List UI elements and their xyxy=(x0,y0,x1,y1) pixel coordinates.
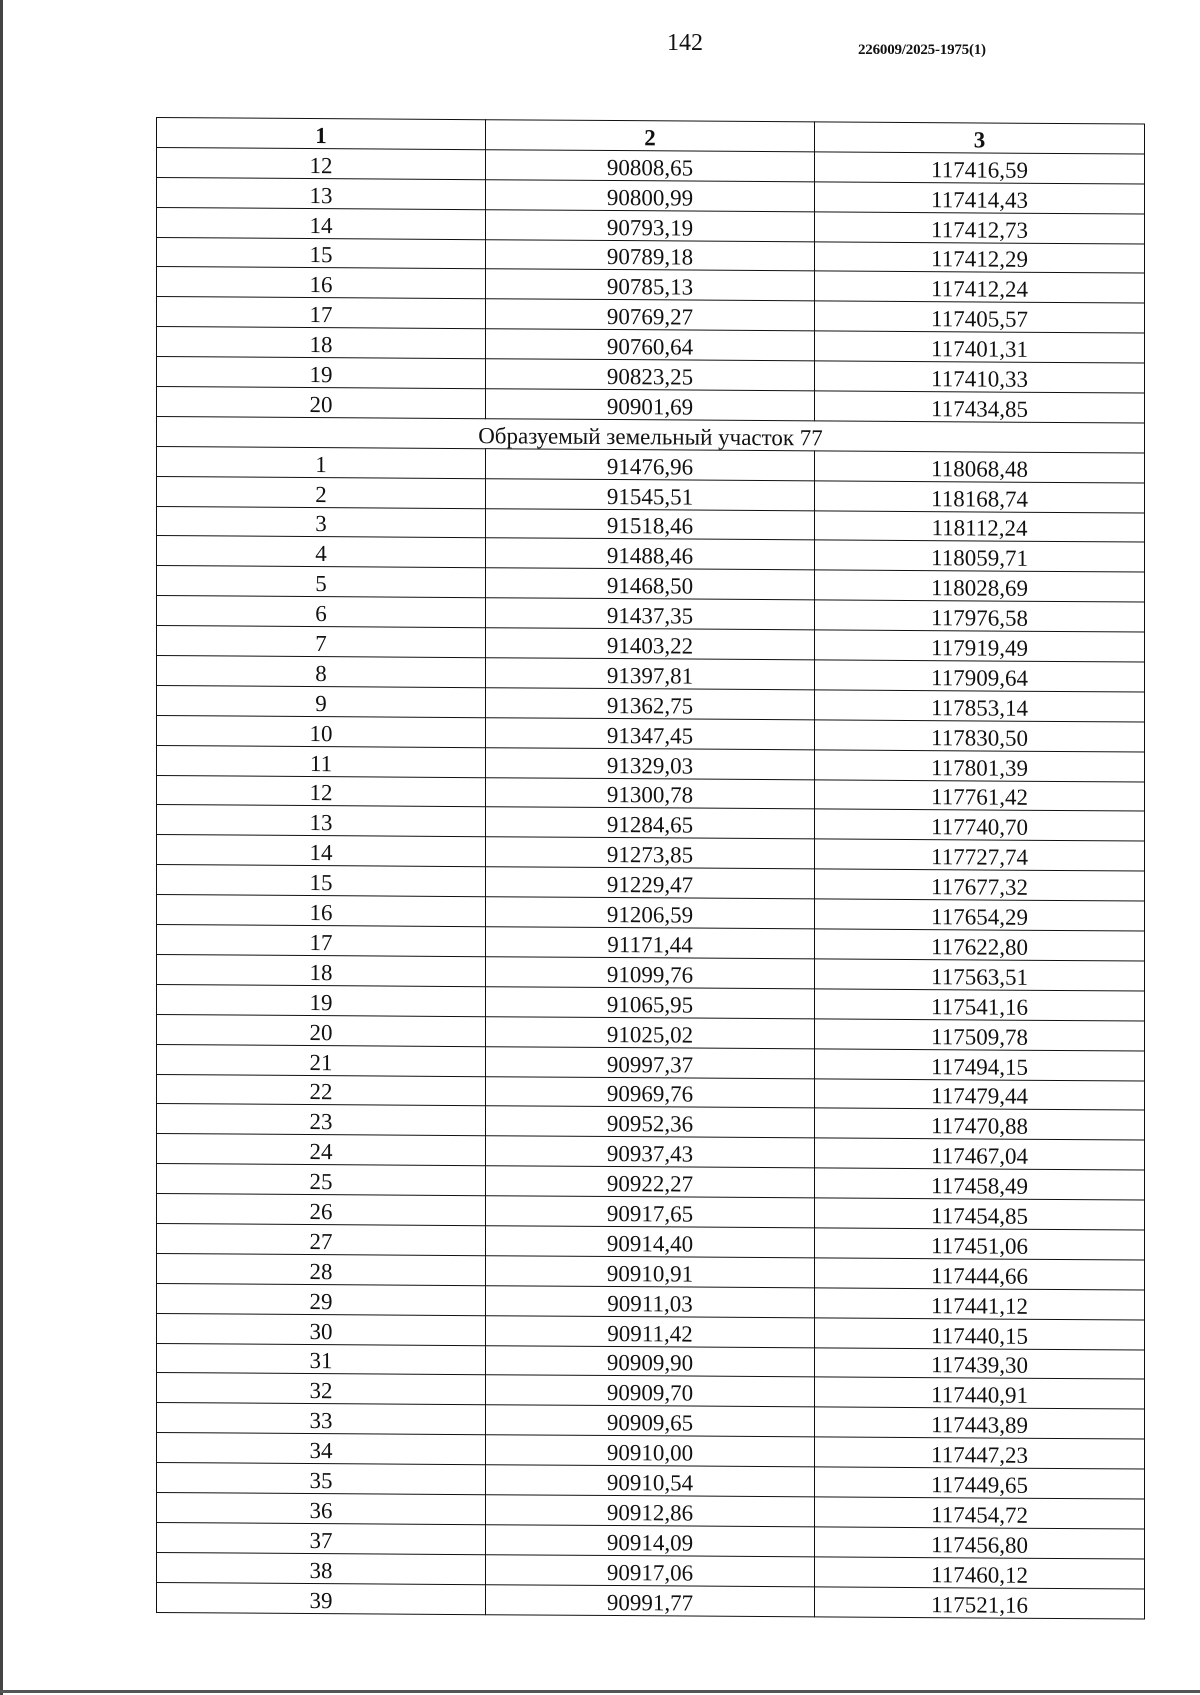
x-coordinate-cell: 91347,45 xyxy=(486,717,815,749)
x-coordinate-cell: 91468,50 xyxy=(486,568,815,600)
y-coordinate-cell: 117412,24 xyxy=(815,271,1145,303)
x-coordinate-cell: 91206,59 xyxy=(486,897,815,929)
y-coordinate-cell: 117470,88 xyxy=(815,1108,1145,1140)
point-number-cell: 1 xyxy=(157,446,486,478)
y-coordinate-cell: 117443,89 xyxy=(815,1407,1145,1439)
point-number-cell: 35 xyxy=(157,1463,486,1495)
point-number-cell: 39 xyxy=(157,1582,486,1614)
x-coordinate-cell: 91397,81 xyxy=(486,658,815,690)
point-number-cell: 17 xyxy=(157,925,486,957)
point-number-cell: 22 xyxy=(157,1074,486,1106)
point-number-cell: 33 xyxy=(157,1403,486,1435)
y-coordinate-cell: 117441,12 xyxy=(815,1288,1145,1320)
x-coordinate-cell: 91171,44 xyxy=(486,927,815,959)
point-number-cell: 32 xyxy=(157,1373,486,1405)
y-coordinate-cell: 117467,04 xyxy=(815,1138,1145,1170)
x-coordinate-cell: 90912,86 xyxy=(486,1495,815,1527)
y-coordinate-cell: 117622,80 xyxy=(815,929,1145,961)
point-number-cell: 7 xyxy=(157,626,486,658)
y-coordinate-cell: 117654,29 xyxy=(815,899,1145,931)
point-number-cell: 20 xyxy=(157,1014,486,1046)
point-number-cell: 20 xyxy=(157,387,486,419)
point-number-cell: 11 xyxy=(157,745,486,777)
y-coordinate-cell: 117449,65 xyxy=(815,1467,1145,1499)
x-coordinate-cell: 90911,42 xyxy=(486,1315,815,1347)
y-coordinate-cell: 117909,64 xyxy=(815,660,1145,692)
table-body xyxy=(157,147,1145,1618)
x-coordinate-cell: 90937,43 xyxy=(486,1136,815,1168)
x-coordinate-cell: 90910,54 xyxy=(486,1465,815,1497)
x-coordinate-cell: 90952,36 xyxy=(486,1106,815,1138)
point-number-cell: 5 xyxy=(157,566,486,598)
y-coordinate-cell: 117412,29 xyxy=(815,241,1145,273)
x-coordinate-cell: 90909,70 xyxy=(486,1375,815,1407)
point-number-cell: 18 xyxy=(157,954,486,986)
x-coordinate-cell: 90760,64 xyxy=(486,329,815,361)
point-number-cell: 17 xyxy=(157,297,486,329)
y-coordinate-cell: 117451,06 xyxy=(815,1228,1145,1260)
point-number-cell: 14 xyxy=(157,835,486,867)
x-coordinate-cell: 90789,18 xyxy=(486,239,815,271)
scan-edge xyxy=(0,1690,1200,1693)
point-number-cell: 15 xyxy=(157,237,486,269)
y-coordinate-cell: 117830,50 xyxy=(815,720,1145,752)
coordinates-table-wrapper xyxy=(156,117,1144,1619)
point-number-cell: 24 xyxy=(157,1134,486,1166)
y-coordinate-cell: 117401,31 xyxy=(815,331,1145,363)
point-number-cell: 23 xyxy=(157,1104,486,1136)
section-title: Образуемый земельный участок 77 xyxy=(157,416,1145,452)
x-coordinate-cell: 90914,09 xyxy=(486,1525,815,1557)
y-coordinate-cell: 117447,23 xyxy=(815,1437,1145,1469)
y-coordinate-cell: 117444,66 xyxy=(815,1258,1145,1290)
y-coordinate-cell: 117521,16 xyxy=(815,1587,1145,1619)
x-coordinate-cell: 90793,19 xyxy=(486,209,815,241)
point-number-cell: 19 xyxy=(157,357,486,389)
y-coordinate-cell: 117727,74 xyxy=(815,839,1145,871)
column-header: 3 xyxy=(815,122,1145,154)
x-coordinate-cell: 90922,27 xyxy=(486,1166,815,1198)
point-number-cell: 29 xyxy=(157,1283,486,1315)
x-coordinate-cell: 90910,00 xyxy=(486,1435,815,1467)
x-coordinate-cell: 90910,91 xyxy=(486,1256,815,1288)
x-coordinate-cell: 90911,03 xyxy=(486,1285,815,1317)
x-coordinate-cell: 91273,85 xyxy=(486,837,815,869)
point-number-cell: 3 xyxy=(157,506,486,538)
y-coordinate-cell: 117416,59 xyxy=(815,152,1145,184)
x-coordinate-cell: 90969,76 xyxy=(486,1076,815,1108)
point-number-cell: 27 xyxy=(157,1223,486,1255)
point-number-cell: 13 xyxy=(157,805,486,837)
x-coordinate-cell: 90808,65 xyxy=(486,150,815,182)
y-coordinate-cell: 117412,73 xyxy=(815,212,1145,244)
point-number-cell: 12 xyxy=(157,775,486,807)
point-number-cell: 10 xyxy=(157,715,486,747)
point-number-cell: 12 xyxy=(157,147,486,179)
x-coordinate-cell: 91300,78 xyxy=(486,777,815,809)
point-number-cell: 38 xyxy=(157,1552,486,1584)
x-coordinate-cell: 90901,69 xyxy=(486,389,815,421)
x-coordinate-cell: 91025,02 xyxy=(486,1016,815,1048)
y-coordinate-cell: 117919,49 xyxy=(815,630,1145,662)
x-coordinate-cell: 91229,47 xyxy=(486,867,815,899)
y-coordinate-cell: 117541,16 xyxy=(815,989,1145,1021)
x-coordinate-cell: 91403,22 xyxy=(486,628,815,660)
x-coordinate-cell: 90997,37 xyxy=(486,1046,815,1078)
point-number-cell: 9 xyxy=(157,685,486,717)
y-coordinate-cell: 117853,14 xyxy=(815,690,1145,722)
point-number-cell: 16 xyxy=(157,895,486,927)
point-number-cell: 34 xyxy=(157,1433,486,1465)
column-header: 1 xyxy=(157,118,486,150)
x-coordinate-cell: 91284,65 xyxy=(486,807,815,839)
y-coordinate-cell: 117456,80 xyxy=(815,1527,1145,1559)
y-coordinate-cell: 117439,30 xyxy=(815,1347,1145,1379)
y-coordinate-cell: 118168,74 xyxy=(815,481,1145,513)
y-coordinate-cell: 117410,33 xyxy=(815,361,1145,393)
x-coordinate-cell: 91488,46 xyxy=(486,538,815,570)
x-coordinate-cell: 91329,03 xyxy=(486,747,815,779)
column-header: 2 xyxy=(486,120,815,152)
x-coordinate-cell: 90785,13 xyxy=(486,269,815,301)
x-coordinate-cell: 91437,35 xyxy=(486,598,815,630)
point-number-cell: 19 xyxy=(157,984,486,1016)
point-number-cell: 14 xyxy=(157,207,486,239)
point-number-cell: 18 xyxy=(157,327,486,359)
point-number-cell: 8 xyxy=(157,656,486,688)
point-number-cell: 4 xyxy=(157,536,486,568)
y-coordinate-cell: 118028,69 xyxy=(815,570,1145,602)
y-coordinate-cell: 117454,72 xyxy=(815,1497,1145,1529)
point-number-cell: 31 xyxy=(157,1343,486,1375)
y-coordinate-cell: 117440,15 xyxy=(815,1317,1145,1349)
x-coordinate-cell: 90917,65 xyxy=(486,1196,815,1228)
x-coordinate-cell: 91518,46 xyxy=(486,508,815,540)
x-coordinate-cell: 90917,06 xyxy=(486,1554,815,1586)
coordinates-table xyxy=(156,117,1145,1619)
y-coordinate-cell: 117801,39 xyxy=(815,750,1145,782)
point-number-cell: 16 xyxy=(157,267,486,299)
y-coordinate-cell: 117460,12 xyxy=(815,1557,1145,1589)
x-coordinate-cell: 90769,27 xyxy=(486,299,815,331)
x-coordinate-cell: 91099,76 xyxy=(486,957,815,989)
y-coordinate-cell: 117440,91 xyxy=(815,1377,1145,1409)
x-coordinate-cell: 90914,40 xyxy=(486,1226,815,1258)
page-number: 142 xyxy=(667,30,703,56)
point-number-cell: 13 xyxy=(157,177,486,209)
y-coordinate-cell: 117740,70 xyxy=(815,809,1145,841)
y-coordinate-cell: 117479,44 xyxy=(815,1078,1145,1110)
x-coordinate-cell: 90909,90 xyxy=(486,1345,815,1377)
point-number-cell: 37 xyxy=(157,1522,486,1554)
y-coordinate-cell: 117509,78 xyxy=(815,1019,1145,1051)
point-number-cell: 30 xyxy=(157,1313,486,1345)
y-coordinate-cell: 117405,57 xyxy=(815,301,1145,333)
point-number-cell: 2 xyxy=(157,476,486,508)
point-number-cell: 26 xyxy=(157,1194,486,1226)
y-coordinate-cell: 118112,24 xyxy=(815,510,1145,542)
y-coordinate-cell: 117761,42 xyxy=(815,779,1145,811)
y-coordinate-cell: 117414,43 xyxy=(815,182,1145,214)
x-coordinate-cell: 91362,75 xyxy=(486,688,815,720)
x-coordinate-cell: 90800,99 xyxy=(486,179,815,211)
point-number-cell: 28 xyxy=(157,1253,486,1285)
y-coordinate-cell: 117434,85 xyxy=(815,391,1145,423)
point-number-cell: 25 xyxy=(157,1164,486,1196)
y-coordinate-cell: 117458,49 xyxy=(815,1168,1145,1200)
y-coordinate-cell: 117563,51 xyxy=(815,959,1145,991)
document-number: 226009/2025-1975(1) xyxy=(858,42,986,58)
y-coordinate-cell: 117976,58 xyxy=(815,600,1145,632)
y-coordinate-cell: 118068,48 xyxy=(815,451,1145,483)
point-number-cell: 21 xyxy=(157,1044,486,1076)
point-number-cell: 36 xyxy=(157,1492,486,1524)
table-row xyxy=(157,1582,1145,1618)
y-coordinate-cell: 117494,15 xyxy=(815,1048,1145,1080)
x-coordinate-cell: 91065,95 xyxy=(486,987,815,1019)
x-coordinate-cell: 90991,77 xyxy=(486,1584,815,1616)
x-coordinate-cell: 91545,51 xyxy=(486,478,815,510)
scan-edge xyxy=(0,0,3,1695)
x-coordinate-cell: 91476,96 xyxy=(486,448,815,480)
x-coordinate-cell: 90823,25 xyxy=(486,359,815,391)
y-coordinate-cell: 118059,71 xyxy=(815,540,1145,572)
y-coordinate-cell: 117677,32 xyxy=(815,869,1145,901)
point-number-cell: 6 xyxy=(157,596,486,628)
x-coordinate-cell: 90909,65 xyxy=(486,1405,815,1437)
y-coordinate-cell: 117454,85 xyxy=(815,1198,1145,1230)
point-number-cell: 15 xyxy=(157,865,486,897)
